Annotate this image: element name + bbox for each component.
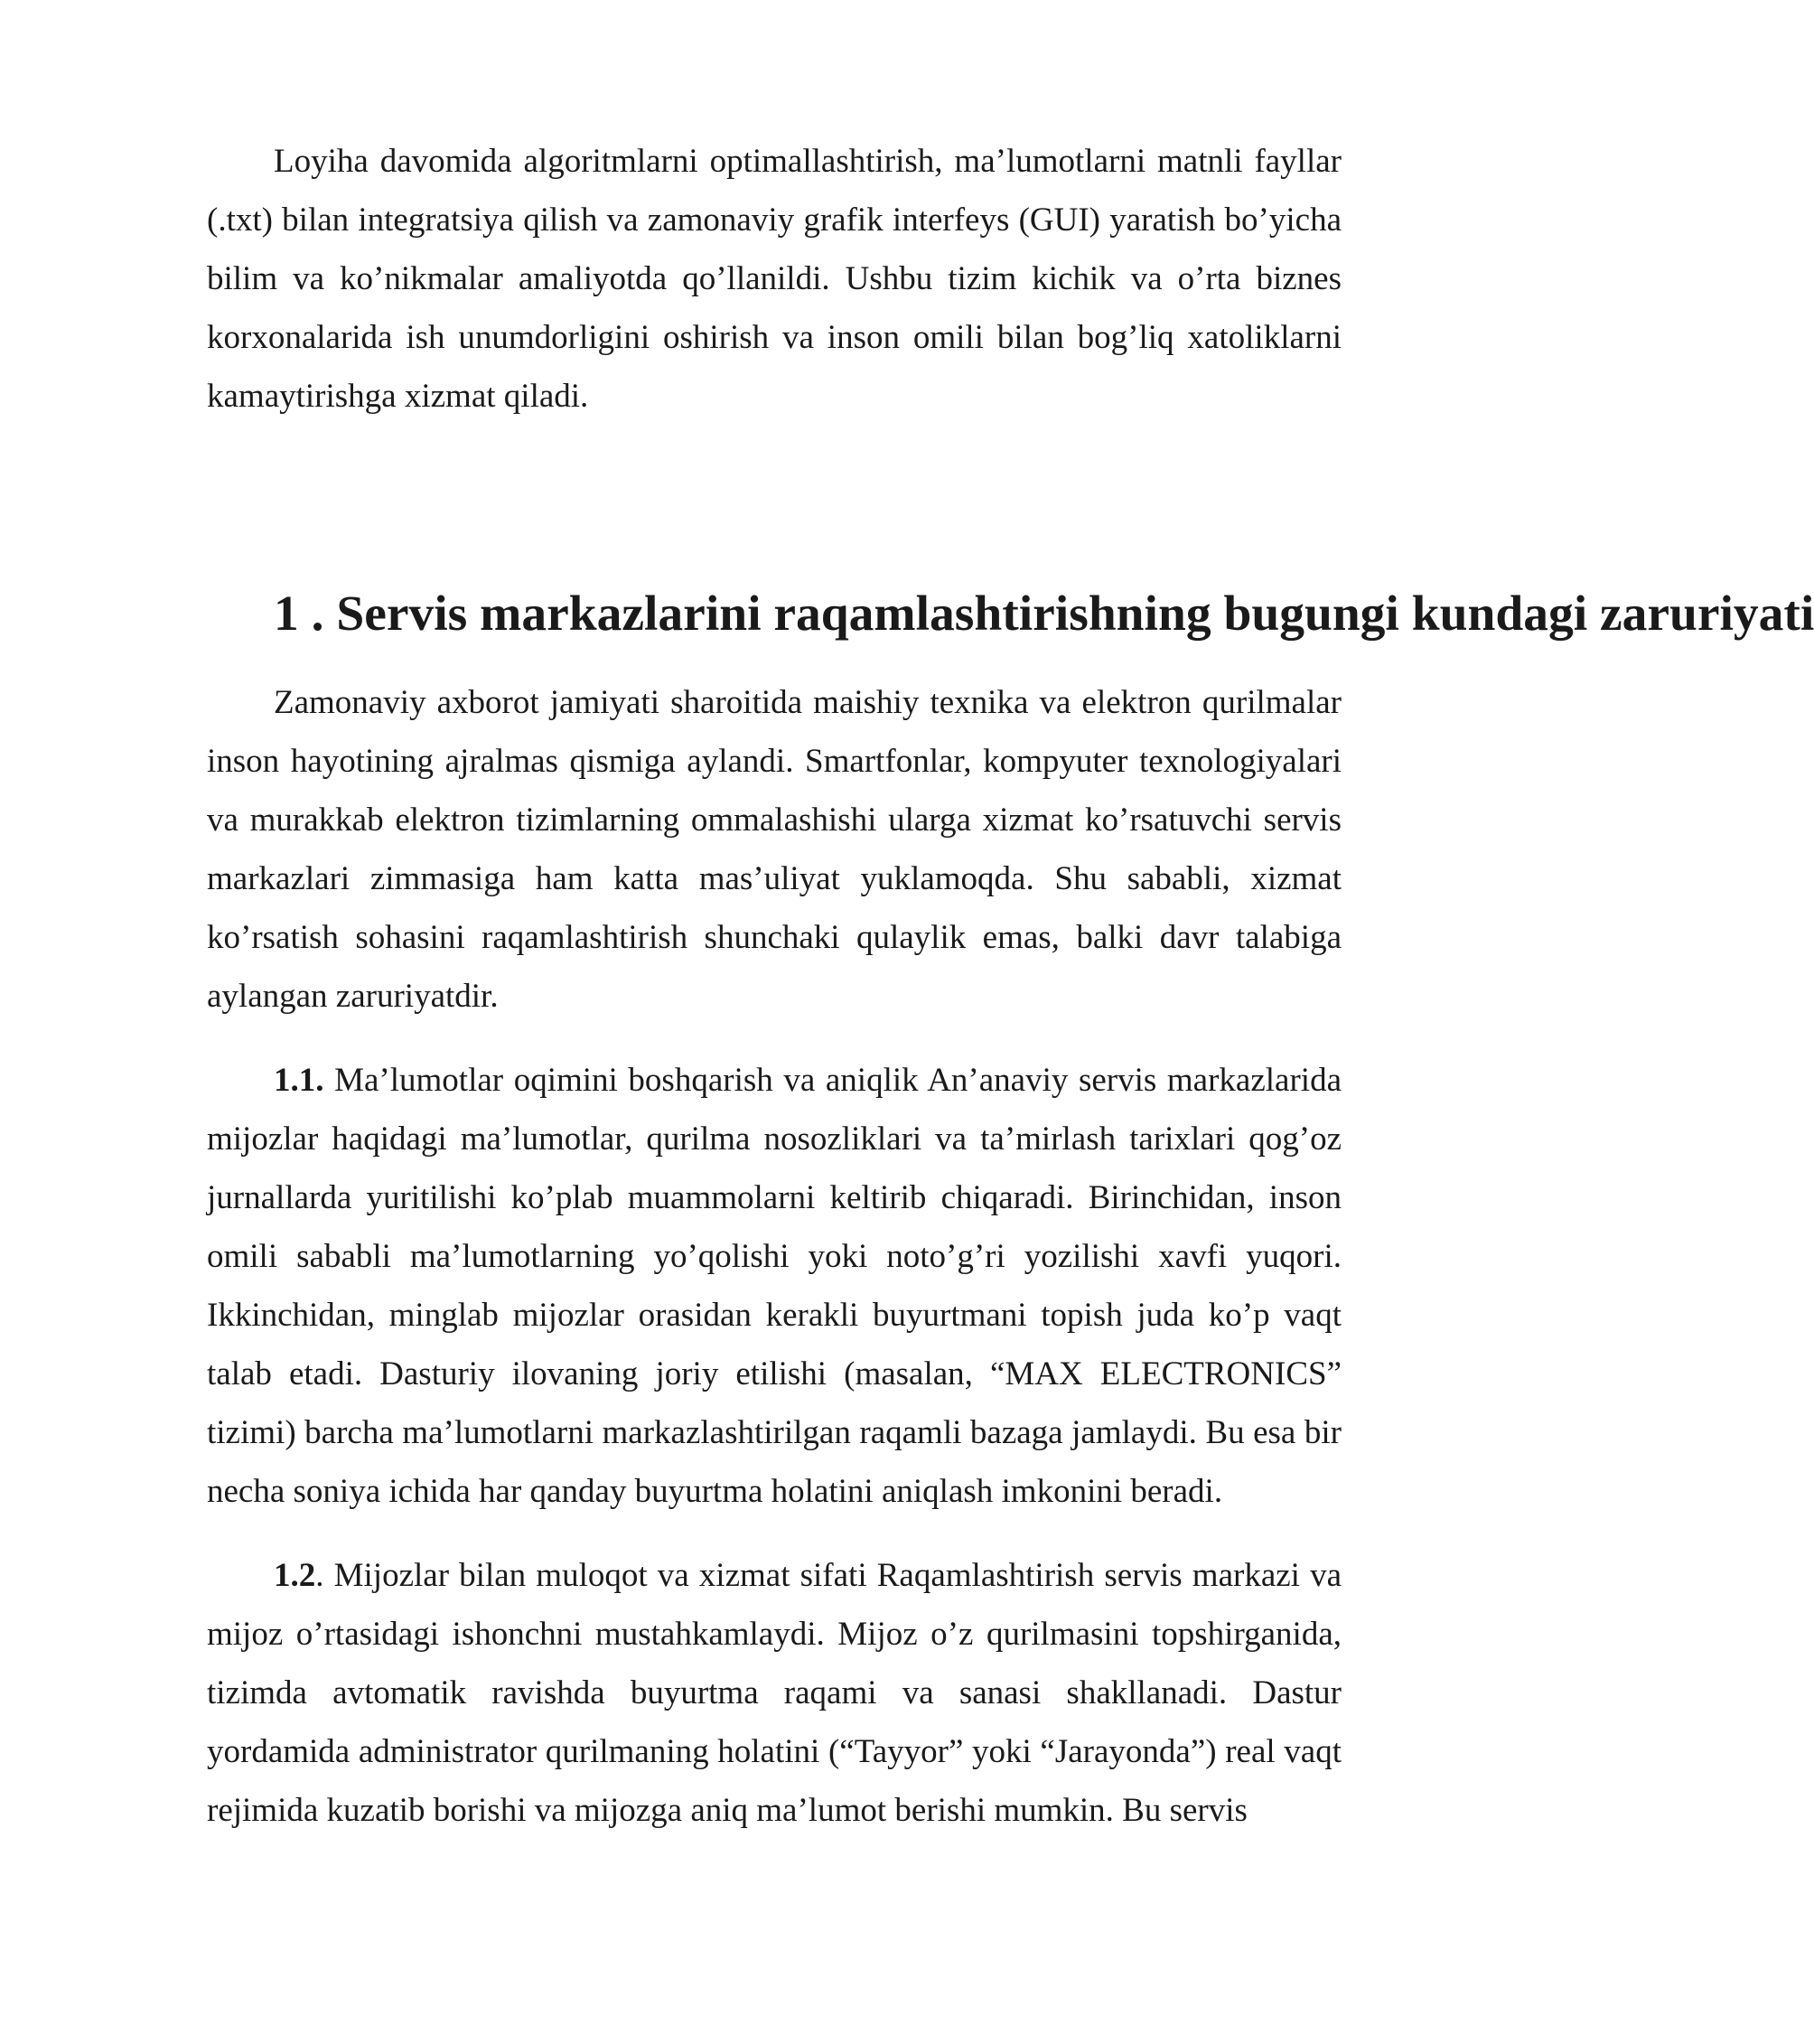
subsection-1-2-paragraph (207, 1546, 1342, 1840)
section-paragraph: Zamonaviy axborot jamiyati sharoitida maishiy texnika va elektron qurilmalar inson hayotining ajralmas qismiga aylandi. Smartfonlar, kompyuter texnologiyalari va murakkab elektron tizimlarning ommalashishi ularga xizmat ko’rsatuvchi servis markazlari zimmasiga ham katta mas’uliyat yuklamoqda. Shu sababli, xizmat ko’rsatish sohasini raqamlashtirish shunchaki qulaylik emas, balki davr talabiga aylangan zaruriyatdir. (207, 684, 1342, 1015)
subsection-1-1-number: 1.1. (274, 1062, 324, 1099)
subsection-1-1-paragraph (207, 1051, 1342, 1521)
spacer (207, 640, 1342, 673)
section-heading: 1 . Servis markazlarini raqamlashtirishning bugungi kundagi zaruriyati (274, 586, 1814, 642)
spacer (207, 1026, 1342, 1051)
spacer (207, 426, 1342, 589)
subsection-1-2-number: 1.2 (274, 1557, 316, 1594)
page-content (207, 132, 1814, 1840)
spacer (207, 1521, 1342, 1546)
intro-paragraph: Loyiha davomida algoritmlarni optimallashtirish, ma’lumotlarni matnli fayllar (.txt) bilan integratsiya qilish va zamonaviy grafik interfeys (GUI) yaratish bo’yicha bilim va ko’nikmalar amaliyotda qo’llanildi. Ushbu tizim kichik va o’rta biznes korxonalarida ish unumdorligini oshirish va inson omili bilan bog’liq xatoliklarni kamaytirishga xizmat qiladi. (207, 143, 1342, 415)
subsection-1-2-text: . Mijozlar bilan muloqot va xizmat sifati Raqamlashtirish servis markazi va mijoz o’rtasidagi ishonchni mustahkamlaydi. Mijoz o’z qurilmasini topshirganida, tizimda avtomatik ravishda buyurtma raqami va sanasi shakllanadi. Dastur yordamida administrator qurilmaning holatini (“Tayyor” yoki “Jarayonda”) real vaqt rejimida kuzatib borishi va mijozga aniq ma’lumot berishi mumkin. Bu servis (207, 1557, 1342, 1829)
subsection-1-1-text: Ma’lumotlar oqimini boshqarish va aniqlik An’anaviy servis markazlarida mijozlar haqidagi ma’lumotlar, qurilma nosozliklari va ta’mirlash tarixlari qog’oz jurnallarda yuritilishi ko’plab muammolarni keltirib chiqaradi. Birinchidan, inson omili sababli ma’lumotlarning yo’qolishi yoki noto’g’ri yozilishi xavfi yuqori. Ikkinchidan, minglab mijozlar orasidan kerakli buyurtmani topish juda ko’p vaqt talab etadi. Dasturiy ilovaning joriy etilishi (masalan, “MAX ELECTRONICS” tizimi) barcha ma’lumotlarni markazlashtirilgan raqamli bazaga jamlaydi. Bu esa bir necha soniya ichida har qanday buyurtma holatini aniqlash imkonini beradi. (207, 1062, 1342, 1510)
